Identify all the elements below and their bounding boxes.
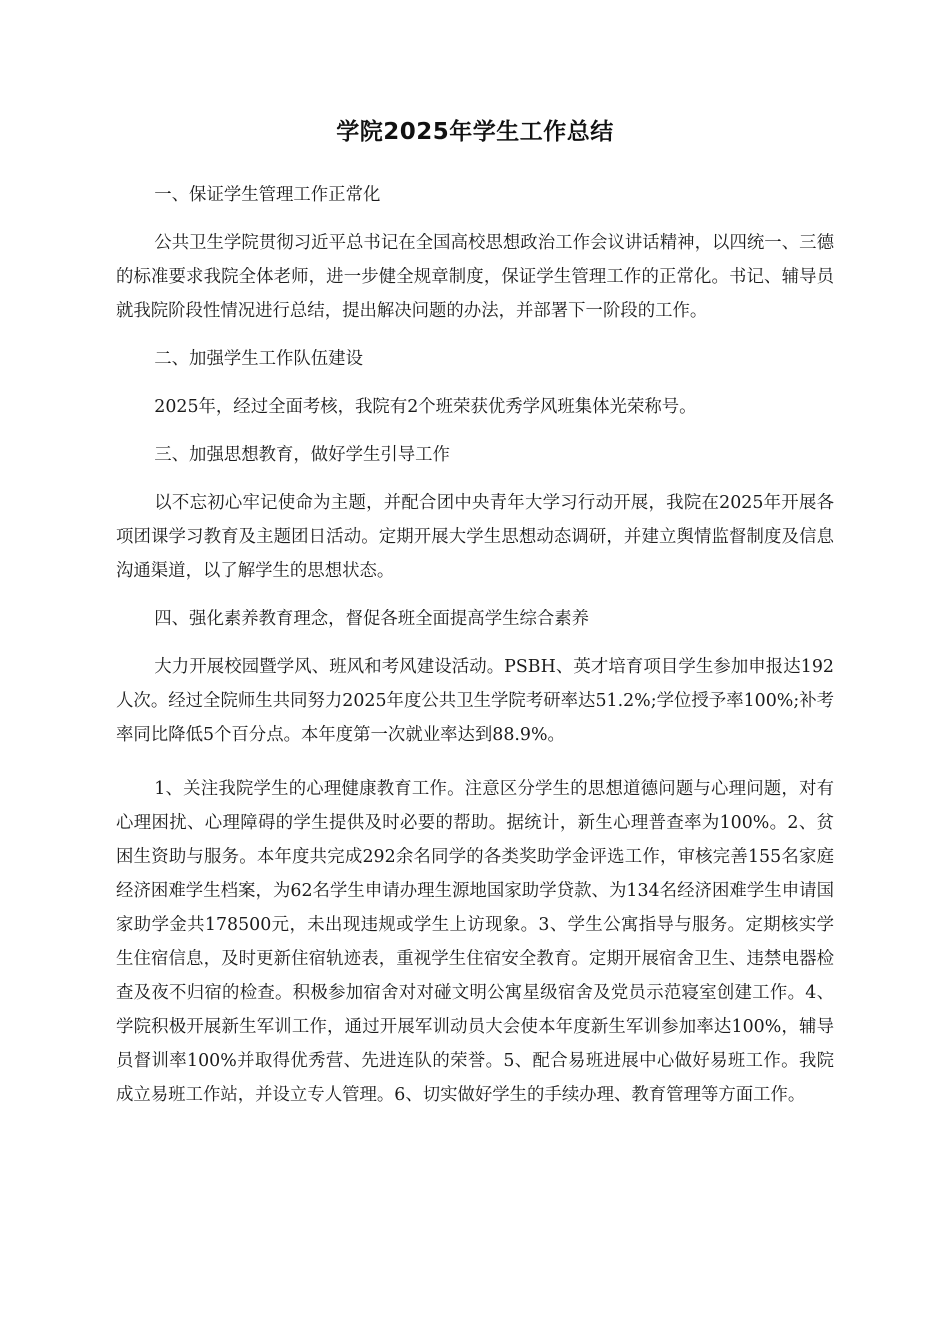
section-paragraph-1: 公共卫生学院贯彻习近平总书记在全国高校思想政治工作会议讲话精神，以四统一、三德的标准要求我院全体老师，进一步健全规章制度，保证学生管理工作的正常化。书记、辅导员就我院阶段性情况进行总结，提出解决问题的办法，并部署下一阶段的工作。 <box>116 233 834 321</box>
section-heading-3: 三、加强思想教育，做好学生引导工作 <box>154 445 450 465</box>
document-title: 学院2025年学生工作总结 <box>336 119 614 145</box>
closing-paragraph: 1、关注我院学生的心理健康教育工作。注意区分学生的思想道德问题与心理问题，对有心理困扰、心理障碍的学生提供及时必要的帮助。据统计，新生心理普查率为100%。2、贫困生资助与服务。本年度共完成292余名同学的各类奖助学金评选工作，审核完善155名家庭经济困难学生档案，为62名学生申请办理生源地国家助学贷款、为134名经济困难学生申请国家助学金共178500元，未出现违规或学生上访现象。3、学生公寓指导与服务。定期核实学生住宿信息，及时更新住宿轨迹表，重视学生住宿安全教育。定期开展宿舍卫生、违禁电器检查及夜不归宿的检查。积极参加宿舍对对碰文明公寓星级宿舍及党员示范寝室创建工作。4、学院积极开展新生军训工作，通过开展军训动员大会使本年度新生军训参加率达100%，辅导员督训率100%并取得优秀营、先进连队的荣誉。5、配合易班进展中心做好易班工作。我院成立易班工作站，并设立专人管理。6、切实做好学生的手续办理、教育管理等方面工作。 <box>116 779 834 1105</box>
section-paragraph-4: 大力开展校园暨学风、班风和考风建设活动。PSBH、英才培育项目学生参加申报达192人次。经过全院师生共同努力2025年度公共卫生学院考研率达51.2%;学位授予率100%;补考率同比降低5个百分点。本年度第一次就业率达到88.9%。 <box>116 657 834 745</box>
document-body <box>116 178 834 1126</box>
section-heading-4: 四、强化素养教育理念，督促各班全面提高学生综合素养 <box>154 609 590 629</box>
section-heading-2: 二、加强学生工作队伍建设 <box>154 349 363 369</box>
section-paragraph-3: 以不忘初心牢记使命为主题，并配合团中央青年大学习行动开展，我院在2025年开展各项团课学习教育及主题团日活动。定期开展大学生思想动态调研，并建立舆情监督制度及信息沟通渠道，以了解学生的思想状态。 <box>116 493 834 581</box>
section-paragraph-2: 2025年，经过全面考核，我院有2个班荣获优秀学风班集体光荣称号。 <box>154 397 697 417</box>
section-heading-1: 一、保证学生管理工作正常化 <box>154 185 381 205</box>
